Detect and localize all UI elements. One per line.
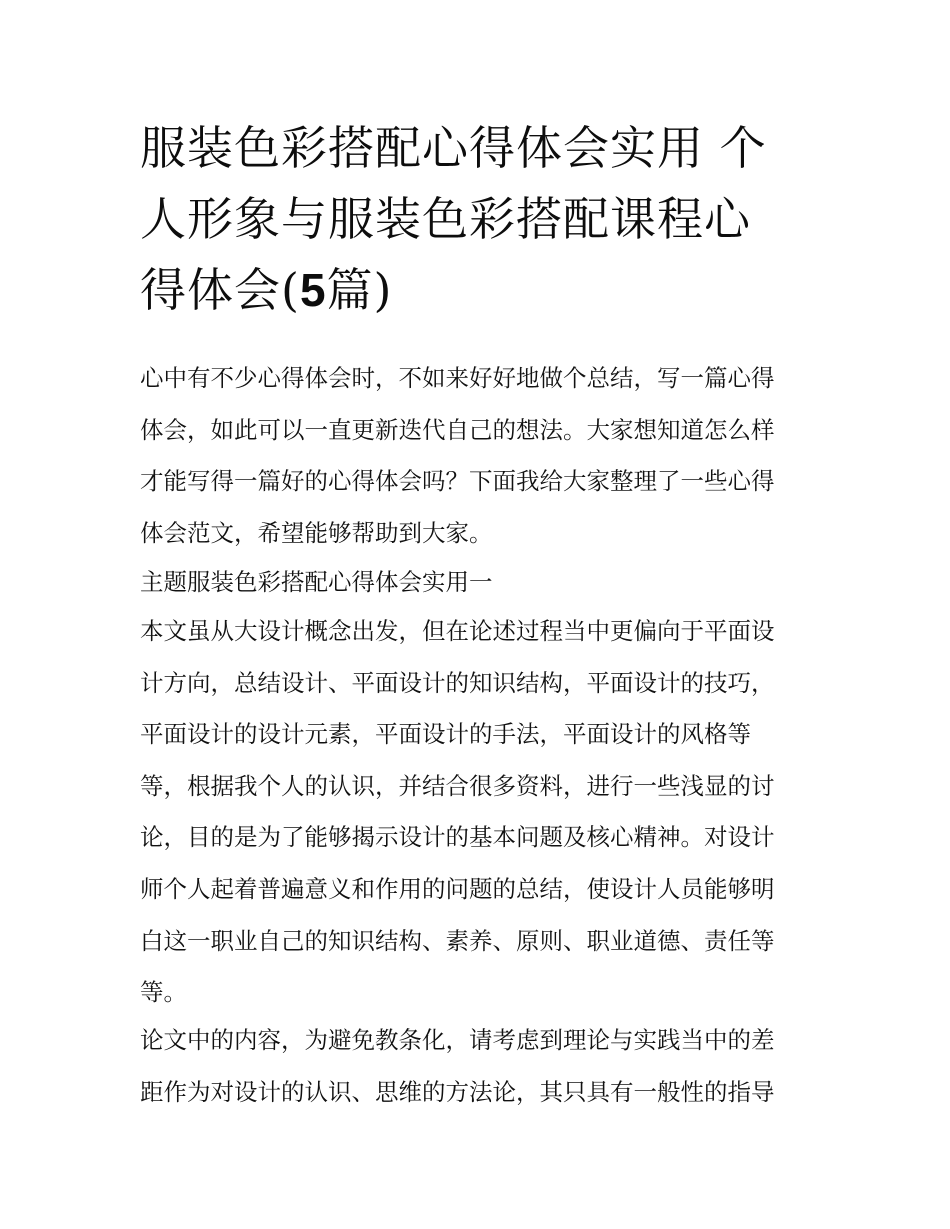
text-line: 体会，如此可以一直更新迭代自己的想法。大家想知道怎么样: [140, 415, 775, 444]
text-line: 才能写得一篇好的心得体会吗？下面我给大家整理了一些心得: [140, 467, 775, 496]
text-line: 距作为对设计的认识、思维的方法论，其只具有一般性的指导: [140, 1077, 775, 1106]
text-line: 体会范文，希望能够帮助到大家。: [140, 518, 493, 547]
text-line: 论，目的是为了能够揭示设计的基本问题及核心精神。对设计: [140, 823, 775, 852]
text-line: 白这一职业自己的知识结构、素养、原则、职业道德、责任等: [140, 926, 775, 955]
text-line: 等，根据我个人的认识，并结合很多资料，进行一些浅显的讨: [140, 771, 775, 800]
text-line: 论文中的内容，为避免教条化，请考虑到理论与实践当中的差: [140, 1026, 775, 1054]
document-title: [140, 113, 820, 326]
text-line: 平面设计的设计元素，平面设计的手法，平面设计的风格等: [140, 720, 751, 749]
text-line: 心中有不少心得体会时，不如来好好地做个总结，写一篇心得: [140, 364, 775, 392]
intro-paragraph: [140, 353, 820, 559]
text-line: 计方向，总结设计、平面设计的知识结构，平面设计的技巧，: [140, 668, 775, 697]
text-line: 本文虽从大设计概念出发，但在论述过程当中更偏向于平面设: [140, 617, 775, 645]
title-line: 得体会(5篇): [140, 263, 393, 317]
body-paragraph: [140, 606, 820, 1019]
body-paragraph: [140, 1015, 820, 1118]
text-line: 等。: [140, 978, 187, 1007]
section-heading: [140, 557, 820, 609]
text-line: 主题服装色彩搭配心得体会实用一: [140, 568, 493, 596]
text-line: 师个人起着普遍意义和作用的问题的总结，使设计人员能够明: [140, 874, 775, 903]
title-line: 人形象与服装色彩搭配课程心: [140, 192, 751, 246]
title-line: 服装色彩搭配心得体会实用 个: [140, 121, 767, 175]
